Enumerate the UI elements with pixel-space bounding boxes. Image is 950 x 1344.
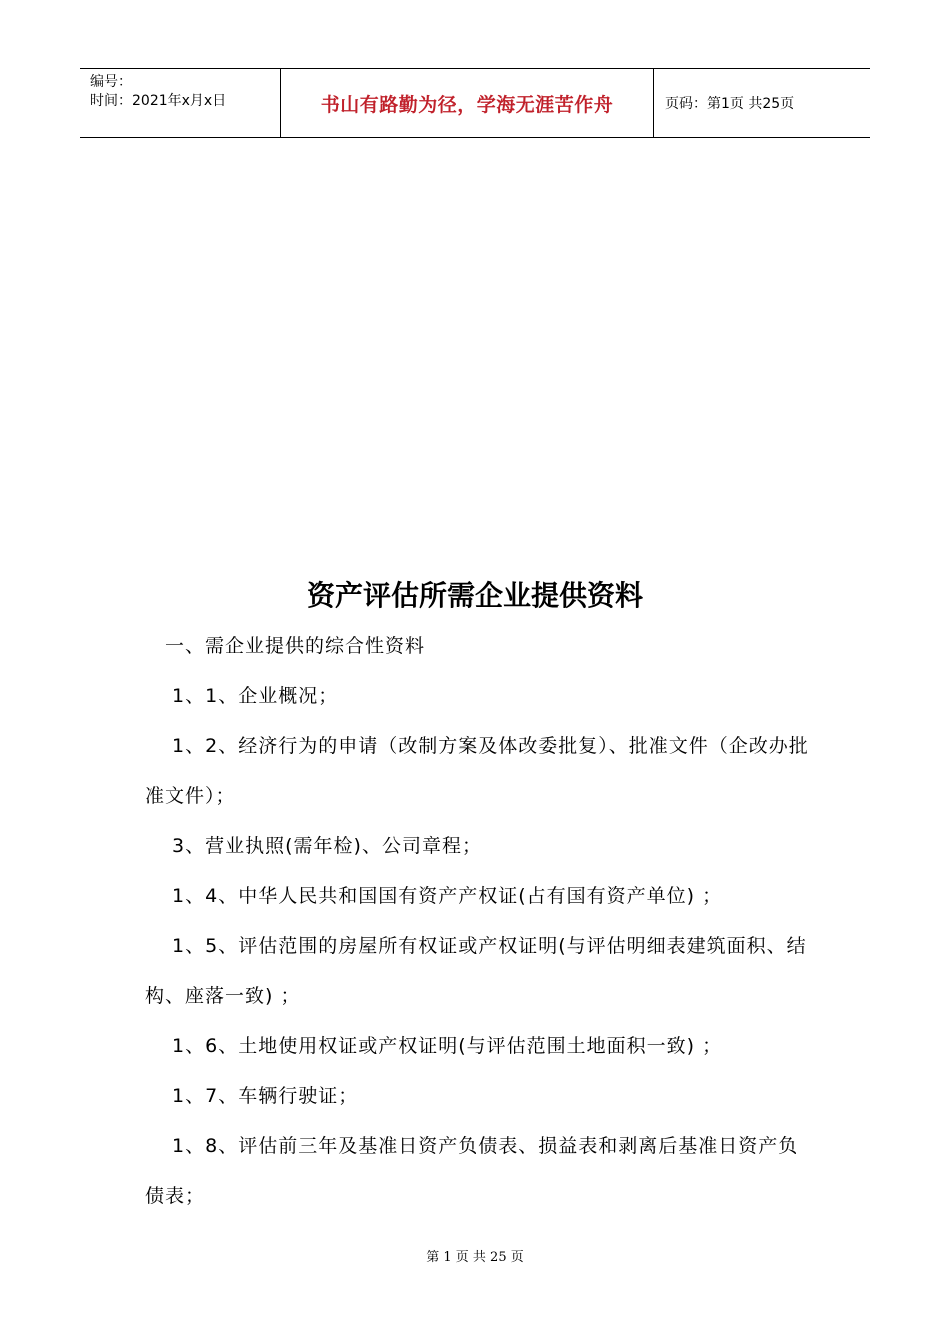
header-meta: [80, 69, 281, 137]
list-item: 1、8、评估前三年及基准日资产负债表、损益表和剥离后基准日资产负债表；: [145, 1135, 799, 1207]
document-title: 资产评估所需企业提供资料: [306, 579, 643, 612]
header-page-info: [654, 69, 870, 137]
list-item: 1、1、企业概况；: [145, 685, 339, 707]
page-footer: 第 1 页 共 25 页: [426, 1250, 524, 1265]
time-label: 时间：2021年x月x日: [90, 93, 227, 109]
motto-text: 书山有路勤为径，学海无涯苦作舟: [320, 93, 614, 116]
list-item: 1、4、中华人民共和国国有资产产权证(占有国有资产单位) ；: [145, 885, 723, 907]
list-item: 3、营业执照(需年检)、公司章程；: [145, 835, 482, 857]
header-motto-cell: [281, 69, 654, 137]
section-heading: 一、需企业提供的综合性资料: [145, 635, 426, 657]
list-item: 1、2、经济行为的申请（改制方案及体改委批复）、批准文件（企改办批准文件）；: [145, 735, 809, 807]
list-item: 1、6、土地使用权证或产权证明(与评估范围土地面积一致) ；: [145, 1035, 723, 1057]
page-info-text: 页码：第1页 共25页: [665, 96, 795, 112]
list-item: 1、7、车辆行驶证；: [145, 1085, 359, 1107]
serial-label: 编号：: [90, 74, 132, 90]
list-item: 1、5、评估范围的房屋所有权证或产权证明(与评估明细表建筑面积、结构、座落一致) ；: [145, 935, 807, 1007]
page-header: [80, 68, 870, 138]
